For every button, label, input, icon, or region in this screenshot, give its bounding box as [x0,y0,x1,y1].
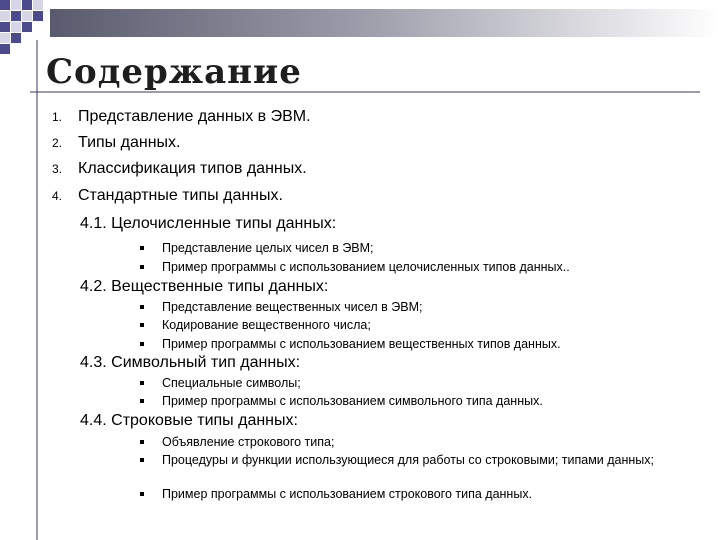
bullet-text: Объявление строкового типа; [162,435,335,449]
bullet-icon [140,440,144,444]
bullet-text: Пример программы с использованием вещественных типов данных. [162,337,561,351]
deco-square [0,22,10,32]
list-item [52,160,307,178]
deco-square [0,0,10,10]
bullet-text: Пример программы с использованием строкового типа данных. [162,487,533,501]
bullet-icon [140,381,144,385]
bullet-icon [140,265,144,269]
bullet-icon [140,458,144,462]
list-item-number: 3. [52,162,63,176]
deco-square [0,11,10,21]
bullet-text: Пример программы с использованием символьного типа данных. [162,394,543,408]
page-title: Содержание [46,52,302,92]
subsection-heading: 4.2. Вещественные типы данных: [80,278,329,295]
bullet-text: Пример программы с использованием целочисленных типов данных.. [162,260,570,274]
list-item-number: 2. [52,136,63,150]
deco-square [22,0,32,10]
bullet-text: Специальные символы; [162,376,301,390]
list-item-label: Представление данных в ЭВМ. [78,108,311,125]
list-item-label: Классификация типов данных. [78,160,307,177]
bullet-icon [140,492,144,496]
bullet-icon [140,342,144,346]
list-item [52,187,283,205]
bullet-icon [140,323,144,327]
bullet-icon [140,399,144,403]
subsection-heading: 4.1. Целочисленные типы данных: [80,215,337,232]
deco-square [22,22,32,32]
bullet-text: Представление целых чисел в ЭВМ; [162,241,374,255]
bullet-icon [140,246,144,250]
top-gradient-bar [50,9,720,37]
deco-square [0,33,10,43]
subsection-heading: 4.3. Символьный тип данных: [80,354,301,371]
deco-square [33,0,43,10]
bullet-icon [140,305,144,309]
bullet-text: Представление вещественных чисел в ЭВМ; [162,300,423,314]
deco-square [22,11,32,21]
list-item [52,108,311,126]
deco-square [11,0,21,10]
list-item-label: Стандартные типы данных. [78,187,283,204]
list-item-label: Типы данных. [78,134,181,151]
list-item [52,134,180,152]
list-item-number: 4. [52,189,63,203]
list-item-number: 1. [52,110,63,124]
bullet-text: Кодирование вещественного числа; [162,318,371,332]
deco-square [33,11,43,21]
bullet-text: Процедуры и функции использующиеся для работы со строковыми; типами данных; [162,453,655,467]
deco-square [11,11,21,21]
deco-square [0,44,10,54]
deco-square [11,22,21,32]
subsection-heading: 4.4. Строковые типы данных: [80,412,298,429]
deco-square [11,33,21,43]
